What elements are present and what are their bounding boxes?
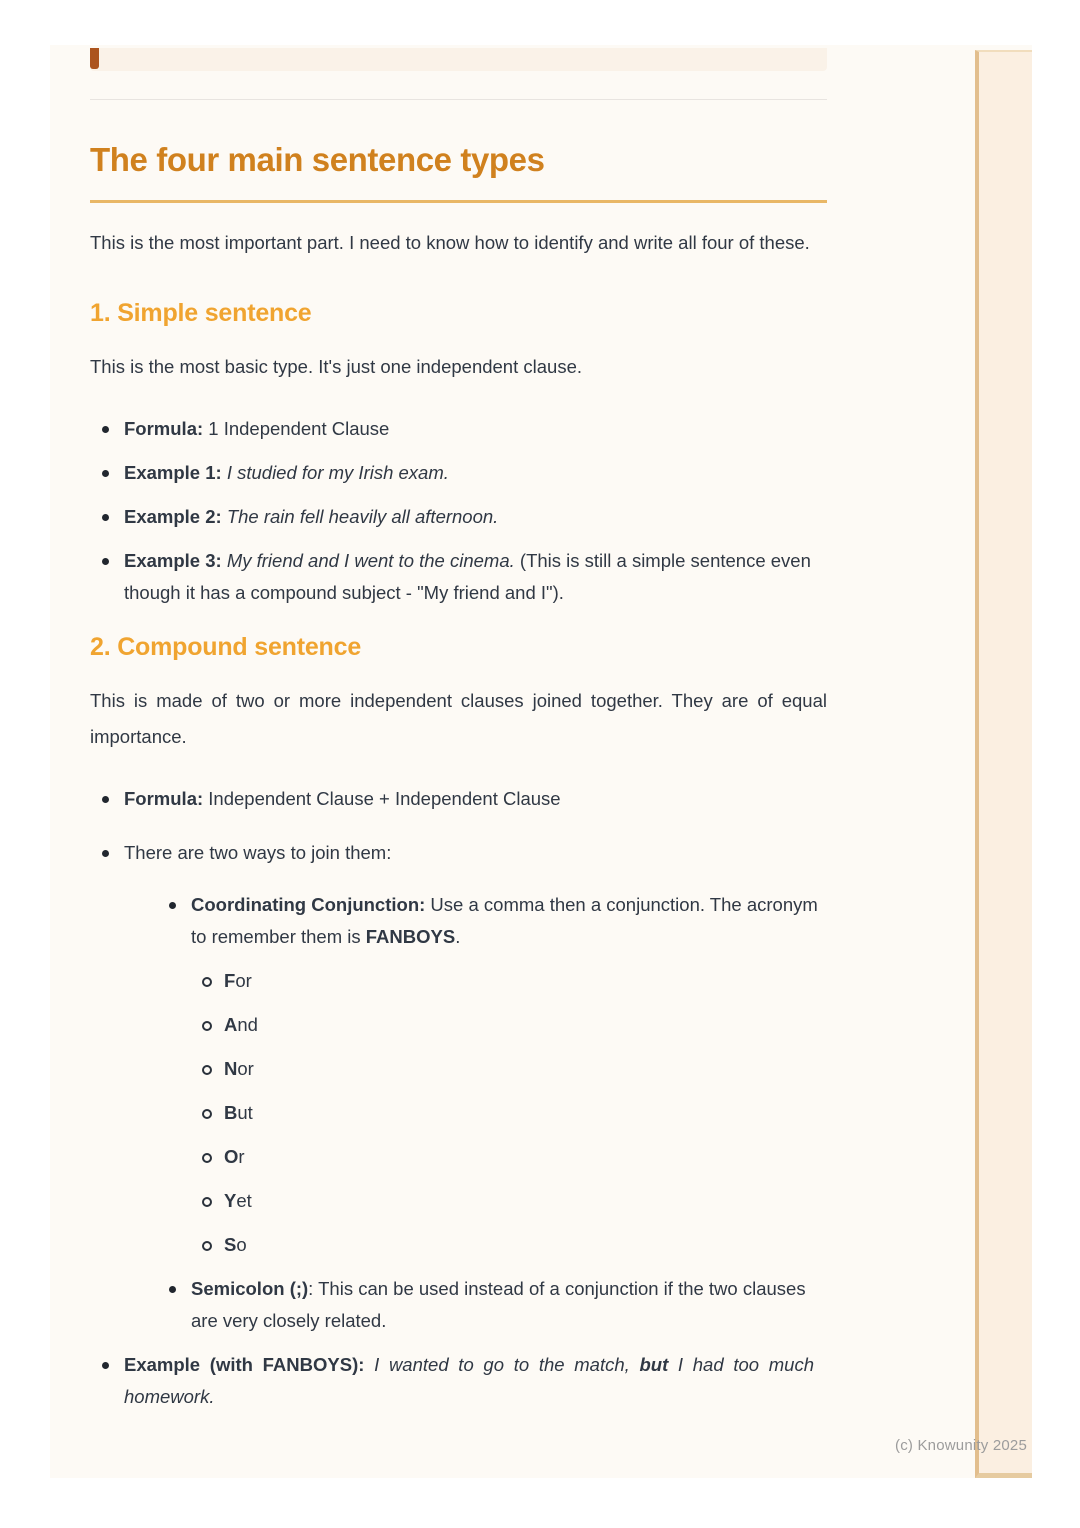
list-item-semicolon: Semicolon (;): This can be used instead of a conjunction if the two clauses are very closely related.: [157, 1273, 827, 1337]
list-item-formula: Formula: 1 Independent Clause: [90, 413, 827, 445]
list-item-but: But: [201, 1097, 827, 1129]
callout-remnant: [90, 48, 827, 71]
list-item-formula: Formula: Independent Clause + Independent Clause: [90, 783, 827, 815]
list-item-for: For: [201, 965, 827, 997]
list-item-so: So: [201, 1229, 827, 1261]
list-item-coordinating-conjunction: Coordinating Conjunction: Use a comma then a conjunction. The acronym to remember them is FANBOYS. For And Nor But Or Yet So: [157, 889, 827, 1261]
join-methods-list: [157, 889, 827, 1337]
list-item-example-2: Example 2: The rain fell heavily all afternoon.: [90, 501, 827, 533]
content-column: [90, 45, 827, 1425]
list-item-or: Or: [201, 1141, 827, 1173]
list-item-two-ways: There are two ways to join them: Coordinating Conjunction: Use a comma then a conjunction. The acronym to remember them is FANBOYS. For And Nor But Or Yet So Semicolon (;): This can be used instead of a conjunction if the two clauses are very closely related.: [90, 837, 827, 1337]
section-divider: [90, 99, 827, 100]
intro-paragraph: This is the most important part. I need to know how to identify and write all four of these.: [90, 232, 810, 253]
section-2-lead: This is made of two or more independent clauses joined together. They are of equal importance.: [90, 690, 827, 747]
section-1-lead: This is the most basic type. It's just one independent clause.: [90, 356, 582, 377]
fanboys-list: [201, 965, 827, 1261]
title-underline: [90, 200, 827, 203]
section-1-list: [90, 413, 827, 609]
right-margin-strip: [975, 50, 1032, 1478]
section-1-heading: 1. Simple sentence: [90, 299, 312, 327]
document-page: [50, 45, 1032, 1478]
section-2-list: [90, 783, 827, 1413]
list-item-yet: Yet: [201, 1185, 827, 1217]
list-item-example-3: Example 3: My friend and I went to the cinema. (This is still a simple sentence even though it has a compound subject - "My friend and I").: [90, 545, 827, 609]
list-item-and: And: [201, 1009, 827, 1041]
list-item-example-fanboys: Example (with FANBOYS): I wanted to go to the match, but I had too much homework.: [90, 1349, 827, 1413]
section-2-heading: 2. Compound sentence: [90, 633, 362, 661]
callout-left-bar: [90, 48, 99, 69]
watermark: (c) Knowunity 2025: [895, 1437, 1028, 1454]
page-title: The four main sentence types: [90, 141, 545, 178]
list-item-example-1: Example 1: I studied for my Irish exam.: [90, 457, 827, 489]
list-item-nor: Nor: [201, 1053, 827, 1085]
